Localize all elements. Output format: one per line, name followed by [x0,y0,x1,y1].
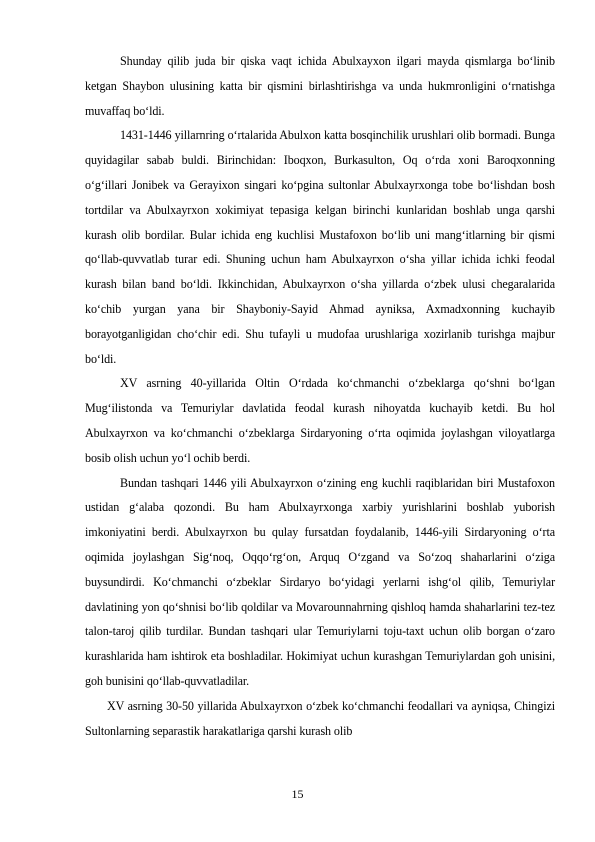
paragraph-3: XV asrning 40-yillarida Oltin O‘rdada ko‘chmanchi o‘zbeklarga qo‘shni bo‘lgan Mug‘ilistonda va Temuriylar davlatida feodal kurash nihoyatda kuchayib ketdi. Bu hol Abulxayrxon va ko‘chmanchi o‘zbeklarga Sirdaryoning o‘rta oqimida joylashgan viloyatlarga bosib olish uchun yo‘l ochib berdi. [85,376,555,465]
paragraph-4: Bundan tashqari 1446 yili Abulxayrxon o‘zining eng kuchli raqiblaridan biri Mustafoxon ustidan g‘alaba qozondi. Bu ham Abulxayrxonga xarbiy yurishlarini boshlab yuborish imkoniyatini berdi. Abulxayrxon bu qulay fursatdan foydalanib, 1446-yili Sirdaryoning o‘rta oqimida joylashgan Sig‘noq, Oqqo‘rg‘on, Arquq O‘zgand va So‘zoq shaharlarini o‘ziga buysundirdi. Ko‘chmanchi o‘zbeklar Sirdaryo bo‘yidagi yerlarni ishg‘ol qilib, Temuriylar davlatining yon qo‘shnisi bo‘lib qoldilar va Movarounnahrning qishloq hamda shaharlarini tez-tez talon-taroj qilib turdilar. Bundan tashqari ular Temuriylarni toju-taxt uchun olib borgan o‘zaro kurashlarida ham ishtirok eta boshladilar. Hokimiyat uchun kurashgan Temuriylardan goh unisini, goh bunisini qo‘llab-quvvatladilar. [85,475,555,688]
paragraph-1: Shunday qilib juda bir qiska vaqt ichida Abulxayxon ilgari mayda qismlarga bo‘linib ketgan Shaybon ulusining katta bir qismini birlashtirishga va unda hukmronligini o‘rnatishga muvaffaq bo‘ldi. [85,54,555,118]
document-body [85,49,555,743]
paragraph-2: 1431-1446 yillarnring o‘rtalarida Abulxon katta bosqinchilik urushlari olib bormadi. Bunga quyidagilar sabab buldi. Birinchidan: Iboqxon, Burkasulton, Oq o‘rda xoni Baroqxonning o‘g‘illari Jonibek va Gerayixon singari ko‘pgina sultonlar Abulxayrxonga tobe bo‘lishdan bosh tortdilar va Abulxayrxon xokimiyat tepasiga kelgan birinchi kunlaridan boshlab unga qarshi kurash olib bordilar. Bular ichida eng kuchlisi Mustafoxon bo‘lib uni mang‘itlarning bir qismi qo‘llab-quvvatlab turar edi. Shuning uchun ham Abulxayrxon o‘sha yillar ichida ichki feodal kurash bilan band bo‘ldi. Ikkinchidan, Abulxayrxon o‘sha yillarda o‘zbek ulusi chegaralarida ko‘chib yurgan yana bir Shayboniy-Sayid Ahmad ayniksa, Axmadxonning kuchayib borayotganligidan cho‘chir edi. Shu tufayli u mudofaa urushlariga xozirlanib turishga majbur bo‘ldi. [85,128,555,366]
page-number: 15 [291,787,304,801]
paragraph-5: XV asrning 30-50 yillarida Abulxayrxon o‘zbek ko‘chmanchi feodallari va ayniqsa, Chingizi Sultonlarning separastik harakatlariga qarshi kurash olib [85,698,555,738]
